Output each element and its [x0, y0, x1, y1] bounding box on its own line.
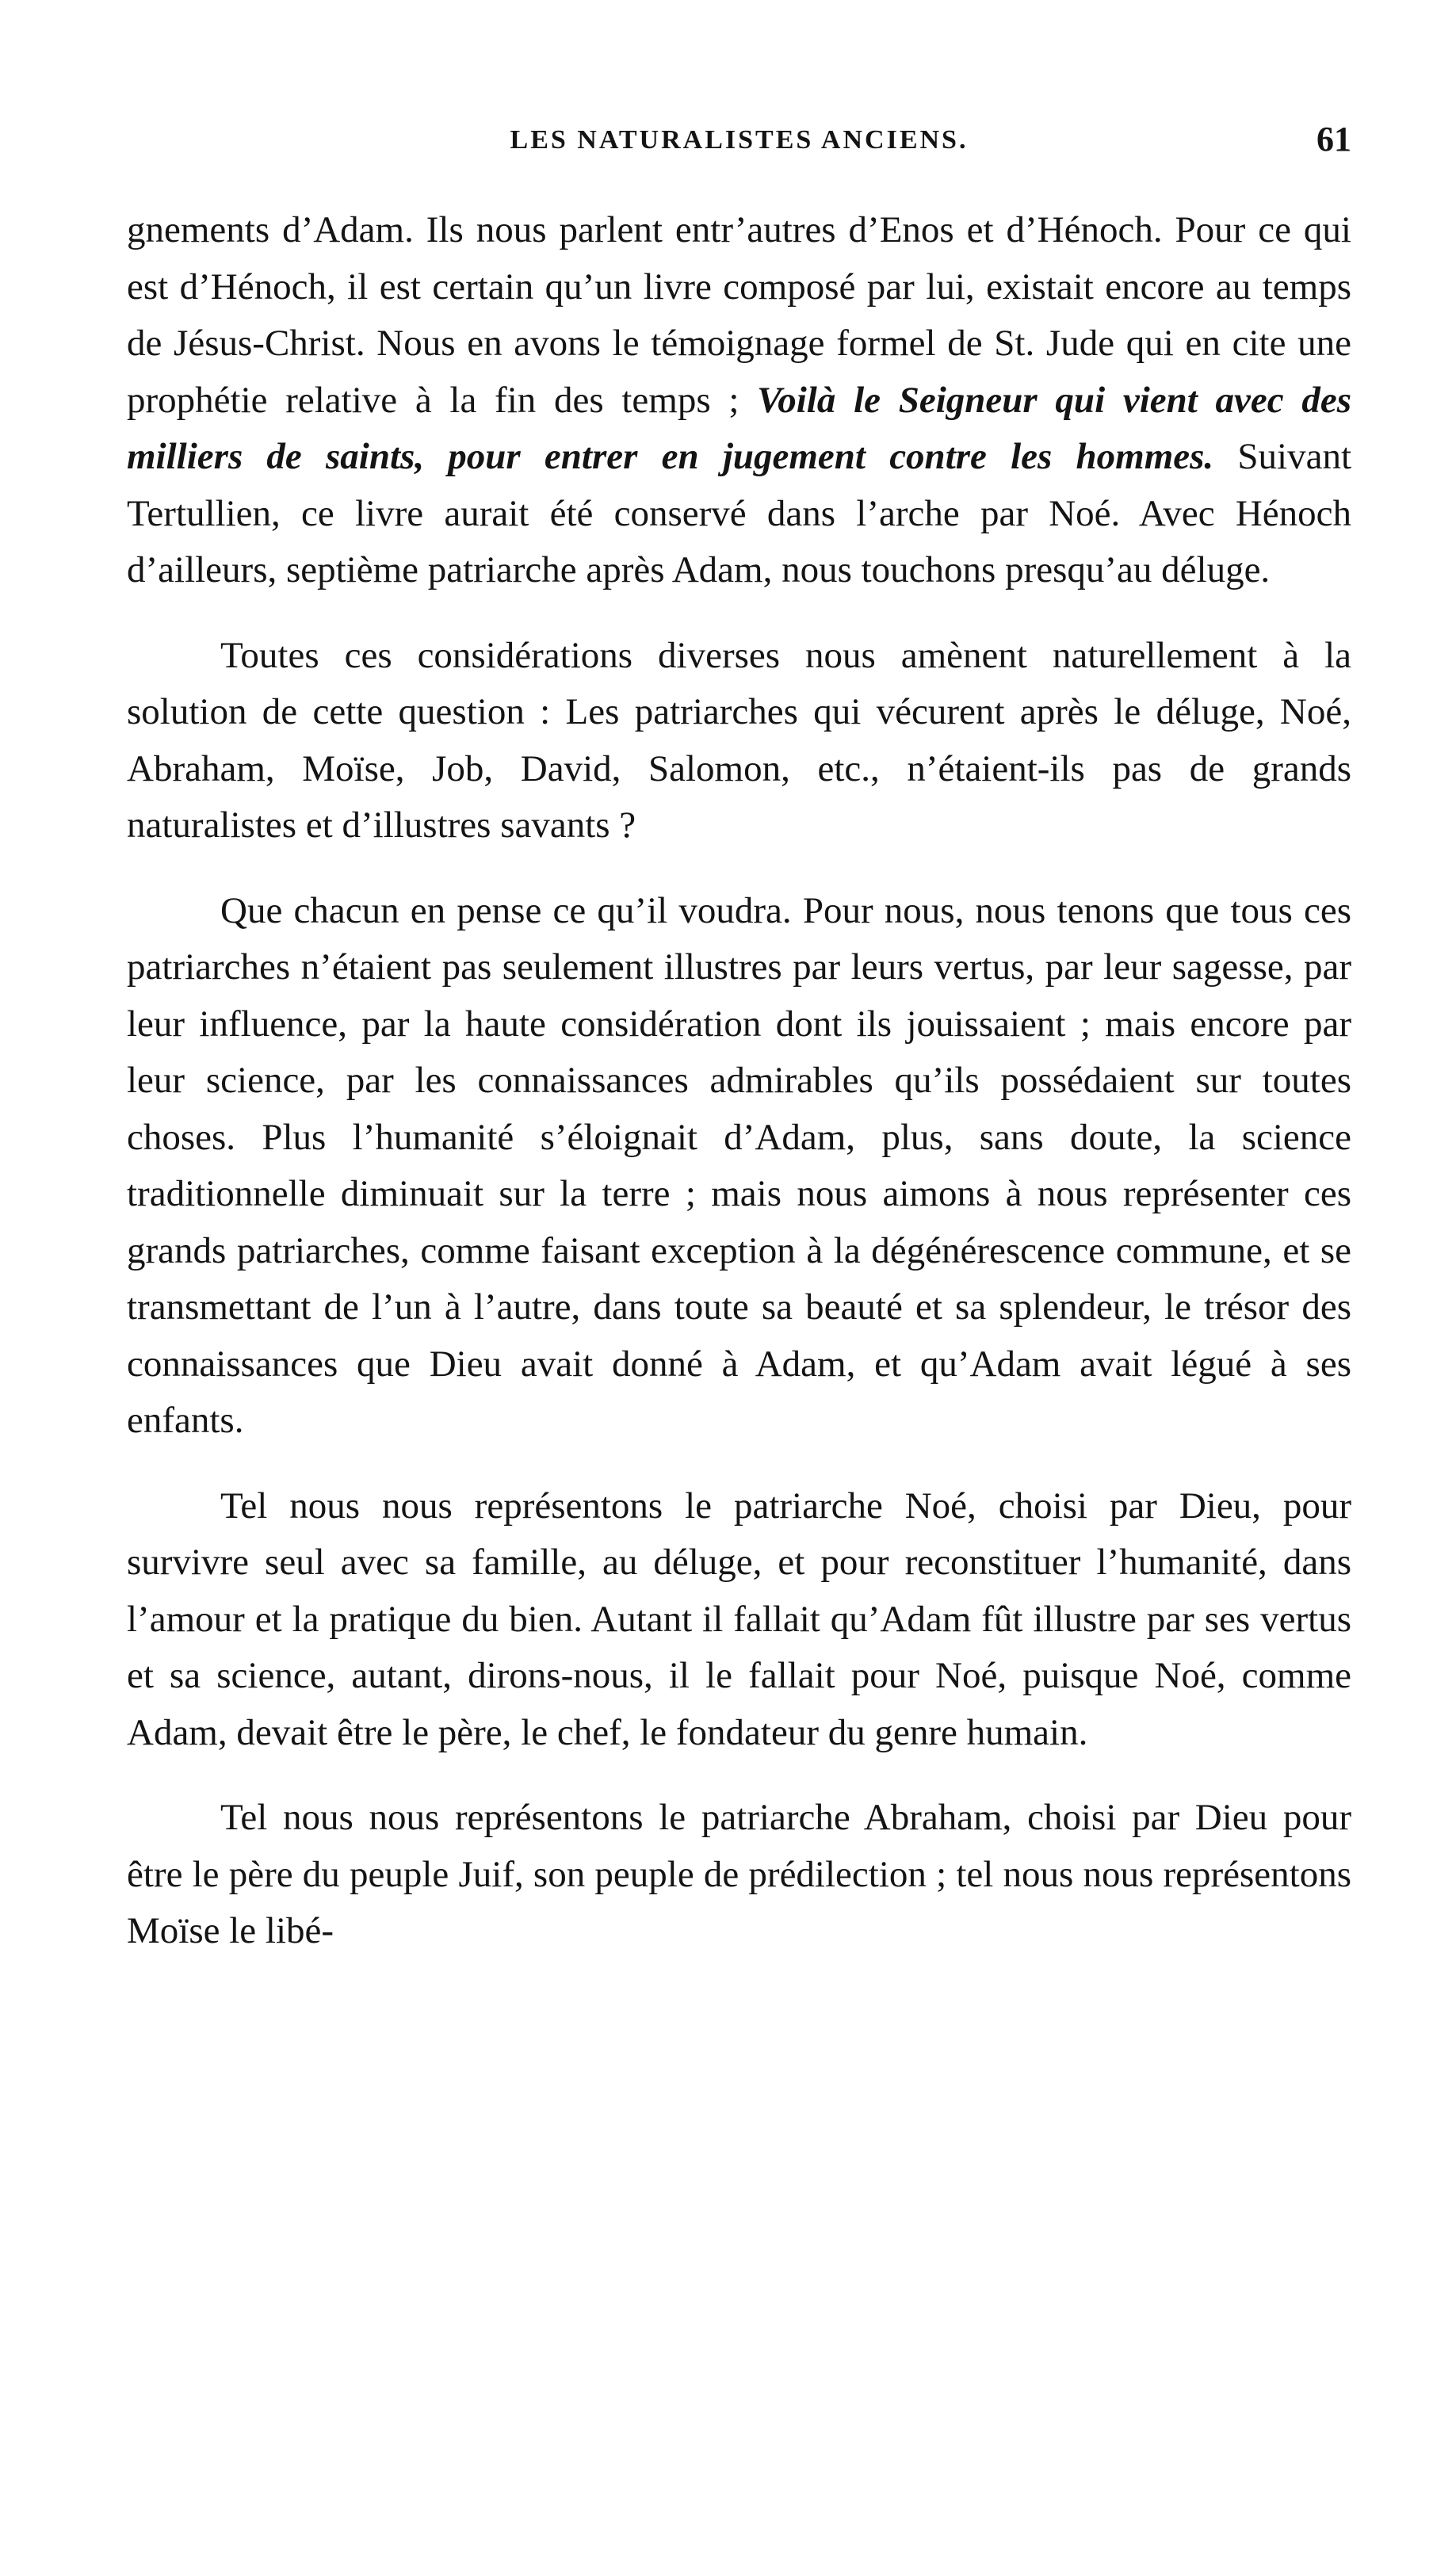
paragraph-1	[127, 202, 1351, 599]
paragraph-4: Tel nous nous représentons le patriarche Noé, choisi par Dieu, pour survivre seul avec sa famille, au déluge, et pour reconstituer l’humanité, dans l’amour et la pratique du bien. Autant il fallait qu’Adam fût illustre par ses vertus et sa science, autant, dirons-nous, il le fallait pour Noé, puisque Noé, comme Adam, devait être le père, le chef, le fondateur du genre humain.	[127, 1485, 1351, 1753]
paragraph-5: Tel nous nous représentons le patriarche Abraham, choisi par Dieu pour être le père du peuple Juif, son peuple de prédilection ; tel nous nous représentons Moïse le libé-	[127, 1797, 1351, 1951]
paragraph-1-text-start: gnements d’Adam. Ils nous parlent entr’autres d’Enos et d’Hénoch. Pour ce qui est d’Hénoch, il est certain qu’un livre composé par lui, existait encore au temps de Jésus-Christ. Nous en avons le témoignage formel de St. Jude qui en cite une prophétie relative à la fin des temps ;	[127, 209, 1351, 421]
paragraph-1-text-end: Suivant Tertullien, ce livre aurait été conservé dans l’arche par Noé. Avec Hénoch d’ailleurs, septième patriarche après Adam, nous touchons presqu’au déluge.	[127, 436, 1352, 590]
paragraph-3: Que chacun en pense ce qu’il voudra. Pour nous, nous tenons que tous ces patriarches n’étaient pas seulement illustres par leurs vertus, par leur sagesse, par leur influence, par la haute considération dont ils jouissaient ; mais encore par leur science, par les connaissances admirables qu’ils possédaient sur toutes choses. Plus l’humanité s’éloignait d’Adam, plus, sans doute, la science traditionnelle diminuait sur la terre ; mais nous aimons à nous représenter ces grands patriarches, comme faisant exception à la dégénérescence commune, et se transmettant de l’un à l’autre, dans toute sa beauté et sa splendeur, le trésor des connaissances que Dieu avait donné à Adam, et qu’Adam avait légué à ses enfants.	[127, 889, 1351, 1441]
paragraph-2: Toutes ces considérations diverses nous amènent naturellement à la solution de cette question : Les patriarches qui vécurent après le déluge, Noé, Abraham, Moïse, Job, David, Salomon, etc., n’étaient-ils pas de grands naturalistes et d’illustres savants ?	[127, 634, 1351, 846]
body-text	[127, 202, 1351, 1960]
quoted-prophecy: Voilà le Seigneur qui vient avec des milliers de saints, pour entrer en jugement contre les hommes.	[127, 379, 1351, 477]
running-head	[127, 119, 1351, 166]
page-number: 61	[1317, 120, 1351, 159]
running-title: LES NATURALISTES ANCIENS.	[510, 125, 969, 155]
